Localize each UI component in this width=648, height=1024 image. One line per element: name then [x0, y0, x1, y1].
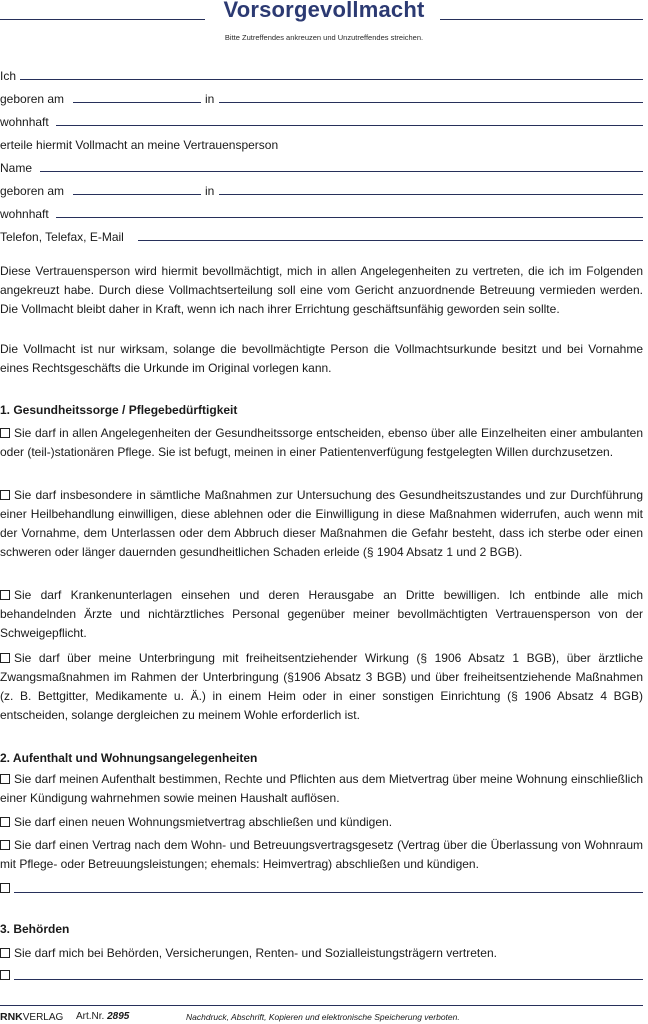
- intro-paragraph-2: Die Vollmacht ist nur wirksam, solange die bevollmächtigte Person die Vollmachtsurkunde besitzt und bei Vornahme eines Rechtsgeschäfts die Urkunde im Original vorlegen kann.: [0, 342, 643, 376]
- ich-field[interactable]: [20, 79, 643, 80]
- s2-item-2-text: Sie darf einen neuen Wohnungsmietvertrag abschließen und kündigen.: [14, 815, 393, 829]
- copyright-notice: Nachdruck, Abschrift, Kopieren und elektronische Speicherung verboten.: [186, 1012, 460, 1022]
- residence-label: wohnhaft: [0, 115, 49, 129]
- agent-birthdate-field[interactable]: [73, 194, 201, 195]
- article-label: Art.Nr.: [76, 1011, 105, 1022]
- birthdate-field[interactable]: [73, 102, 201, 103]
- agent-birthplace-field[interactable]: [219, 194, 643, 195]
- agent-residence-label: wohnhaft: [0, 207, 49, 221]
- s3-item-1-text: Sie darf mich bei Behörden, Versicherungen, Renten- und Sozialleistungsträgern vertreten.: [14, 946, 497, 960]
- agent-name-label: Name: [0, 161, 33, 175]
- s2-item-1-text: Sie darf meinen Aufenthalt bestimmen, Rechte und Pflichten aus dem Mietvertrag über meine Wohnung einschließlich einer Kündigung wahrnehmen sowie meinen Haushalt auflösen.: [0, 772, 643, 806]
- article-number: [76, 1011, 129, 1022]
- birthdate-label: geboren am: [0, 92, 65, 106]
- s2-custom-field[interactable]: [14, 892, 643, 893]
- agent-birthdate-label: geboren am: [0, 184, 65, 198]
- s1-item-1-text: Sie darf in allen Angelegenheiten der Gesundheitssorge entscheiden, ebenso über alle Einzelheiten einer ambulanten oder (teil-)stationären Pflege. Sie ist befugt, meinen in einer Patientenverfügung festgelegten Willen durchzusetzen.: [0, 426, 643, 460]
- agent-name-field[interactable]: [40, 171, 643, 172]
- s3-custom-checkbox[interactable]: [0, 970, 10, 980]
- agent-contact-field[interactable]: [138, 240, 643, 241]
- section-3-heading: 3. Behörden: [0, 922, 70, 936]
- footer-rule: [0, 1005, 643, 1006]
- s1-item-3-text: Sie darf Krankenunterlagen einsehen und deren Herausgabe an Dritte bewilligen. Ich entbinde alle mich behandelnden Ärzte und nichtärztliches Personal gegenüber meiner bevollmächtigten Vertrauensperson von der Schweigepflicht.: [0, 588, 643, 641]
- grant-statement: erteile hiermit Vollmacht an meine Vertrauensperson: [0, 138, 279, 152]
- s3-custom-field[interactable]: [14, 979, 643, 980]
- residence-field[interactable]: [56, 125, 643, 126]
- intro-paragraph-1: Diese Vertrauensperson wird hiermit bevollmächtigt, mich in allen Angelegenheiten zu vertreten, die ich im Folgenden angekreuzt habe. Durch diese Vollmachtserteilung soll eine vom Gericht anzuordnende Betreuung vermieden werden. Die Vollmacht bleibt daher in Kraft, wenn ich nach ihrer Errichtung geschäftsunfähig geworden sein sollte.: [0, 264, 643, 317]
- agent-residence-field[interactable]: [56, 217, 643, 218]
- agent-contact-label: Telefon, Telefax, E-Mail: [0, 230, 124, 244]
- section-2-heading: 2. Aufenthalt und Wohnungsangelegenheiten: [0, 751, 258, 765]
- s1-item-4-text: Sie darf über meine Unterbringung mit freiheitsentziehender Wirkung (§ 1906 Absatz 1 BGB), über ärztliche Zwangsmaßnahmen im Rahmen der Unterbringung (§1906 Absatz 3 BGB) und über freiheitsentziehende Maßnahmen (z. B. Bettgitter, Medikamente u. Ä.) in einem Heim oder in einer sonstigen Einrichtung (§ 1906 Absatz 4 BGB) entscheiden, solange dergleichen zu meinem Wohle erforderlich ist.: [0, 651, 643, 723]
- publisher-brand-bold: RNK: [0, 1011, 23, 1023]
- s2-custom-checkbox[interactable]: [0, 883, 10, 893]
- page-subtitle: Bitte Zutreffendes ankreuzen und Unzutreffendes streichen.: [224, 33, 424, 42]
- page-title: Vorsorgevollmacht: [223, 0, 425, 22]
- s1-item-2-text: Sie darf insbesondere in sämtliche Maßnahmen zur Untersuchung des Gesundheitszustandes und zur Durchführung einer Heilbehandlung einwilligen, diese ablehnen oder die Einwilligung in diese Maßnahmen widerrufen, auch wenn mit der Vornahme, dem Unterlassen oder dem Abbruch dieser Maßnahmen die Gefahr besteht, dass ich sterbe oder einen schweren oder länger dauernden gesundheitlichen Schaden erleide (§ 1904 Absatz 1 und 2 BGB).: [0, 488, 643, 560]
- agent-birthplace-label: in: [205, 184, 215, 198]
- birthplace-field[interactable]: [219, 102, 643, 103]
- birthplace-label: in: [205, 92, 215, 106]
- publisher-logo: [0, 1011, 63, 1023]
- ich-label: Ich: [0, 69, 17, 83]
- s2-item-3-text: Sie darf einen Vertrag nach dem Wohn- und Betreuungsvertragsgesetz (Vertrag über die Überlassung von Wohnraum mit Pflege- oder Betreuungsleistungen; ehemals: Heimvertrag) abschließen und kündigen.: [0, 838, 643, 872]
- section-1-heading: 1. Gesundheitssorge / Pflegebedürftigkeit: [0, 403, 238, 417]
- article-value: 2895: [107, 1011, 130, 1022]
- publisher-brand-rest: VERLAG: [22, 1012, 64, 1023]
